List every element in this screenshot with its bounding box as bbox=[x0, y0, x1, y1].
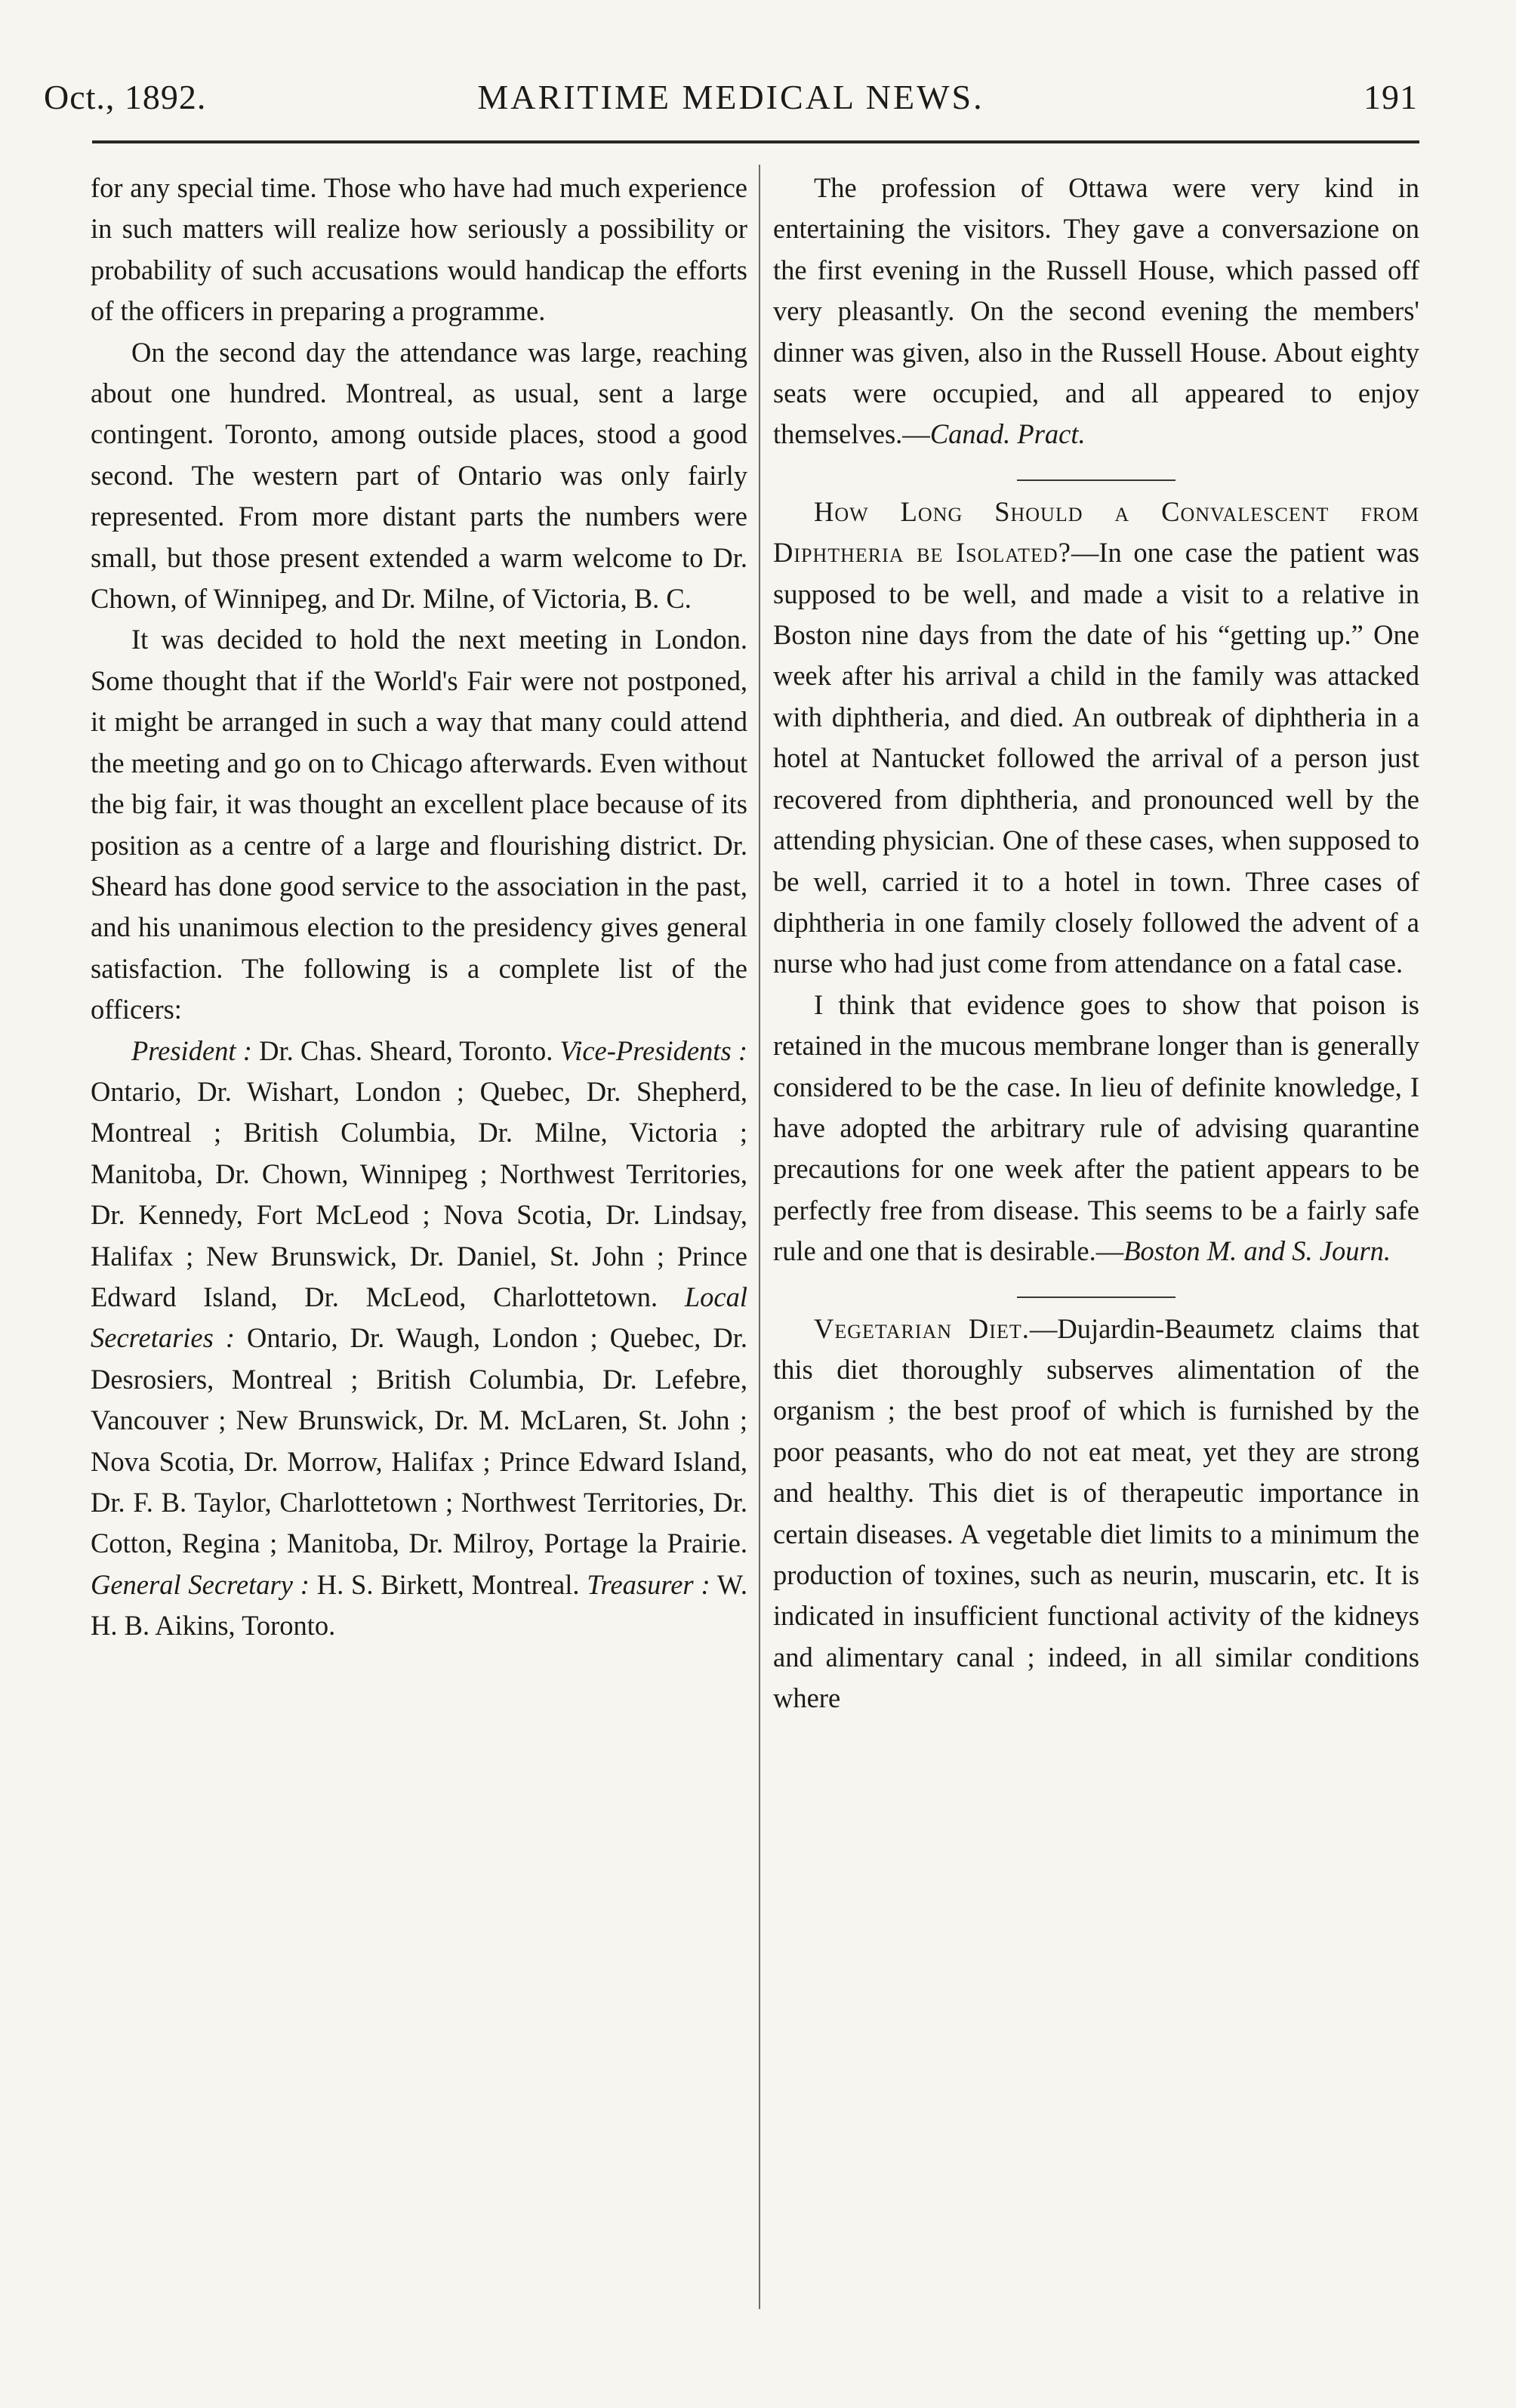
header-date: Oct., 1892. bbox=[44, 78, 207, 116]
running-header bbox=[44, 69, 1418, 130]
diphtheria-source: Boston M. and S. Journ. bbox=[1123, 1235, 1391, 1267]
right-column bbox=[773, 168, 1419, 1719]
header-rule bbox=[92, 140, 1419, 143]
local-secretaries-text: Ontario, Dr. Waugh, London ; Quebec, Dr. Desrosiers, Montreal ; British Columbia, Dr. Lefebre, Vancouver ; New Brunswick, Dr. M. McLaren, St. John ; Nova Scotia, Dr. Morrow, Halifax ; Prince Edward Island, Dr. F. B. Taylor, Charlottetown ; Northwest Territories, Dr. Cotton, Regina ; Manitoba, Dr. Milroy, Portage la Prairie. bbox=[91, 1322, 748, 1559]
vegetarian-text: —Dujardin-Beaumetz claims that this diet thoroughly subserves alimentation of the organism ; the best proof of which is furnished by the poor peasants, who do not eat meat, yet they are strong and healthy. This diet is of therapeutic importance in certain diseases. A vegetable diet limits to a minimum the production of toxines, such as neurin, muscarin, etc. It is indicated in insufficient functional activity of the kidneys and alimentary canal ; indeed, in all similar conditions where bbox=[773, 1312, 1419, 1714]
vice-presidents-label: Vice-Presidents : bbox=[559, 1034, 747, 1066]
president-label: President : bbox=[131, 1034, 252, 1066]
page-number: 191 bbox=[1363, 78, 1418, 116]
left-column bbox=[91, 168, 747, 1647]
diphtheria-text-2: I think that evidence goes to show that poison is retained in the mucous membrane longer than is generally considered to be the case. In lieu of definite knowledge, I have adopted the arbitrary rule of advising quarantine precautions for one week after the patient appears to be perfectly free from disease. This seems to be a fairly safe rule and one that is desirable.— bbox=[773, 988, 1419, 1267]
section-rule bbox=[1017, 479, 1176, 481]
general-secretary-label: General Secretary : bbox=[91, 1568, 310, 1600]
column-divider bbox=[759, 165, 760, 2309]
paragraph-next-meeting: It was decided to hold the next meeting in London. Some thought that if the World's Fair were not postponed, it might be arranged in such a way that many could attend the meeting and go on to Chicago afterwards. Even without the big fair, it was thought an excellent place because of its position as a centre of a large and flourishing district. Dr. Sheard has done good service to the association in the past, and his unanimous election to the presidency gives general satisfaction. The following is a complete list of the officers: bbox=[91, 624, 747, 1025]
vice-presidents-text: Ontario, Dr. Wishart, London ; Quebec, Dr. Shepherd, Montreal ; British Columbia, Dr. Milne, Victoria ; Manitoba, Dr. Chown, Winnipeg ; Northwest Territories, Dr. Kennedy, Fort McLeod ; Nova Scotia, Dr. Lindsay, Halifax ; New Brunswick, Dr. Daniel, St. John ; Prince Edward Island, Dr. McLeod, Charlottetown. bbox=[91, 1075, 747, 1312]
treasurer-label: Treasurer : bbox=[587, 1568, 710, 1600]
ottawa-source: Canad. Pract. bbox=[929, 418, 1086, 450]
president-text: Dr. Chas. Sheard, Toronto. bbox=[251, 1034, 560, 1066]
officers-list bbox=[91, 1031, 747, 1647]
paragraph-ottawa bbox=[773, 168, 1419, 455]
paragraph-vegetarian bbox=[773, 1309, 1419, 1719]
paragraph-diphtheria-2 bbox=[773, 985, 1419, 1272]
general-secretary-text: H. S. Birkett, Montreal. bbox=[309, 1568, 587, 1600]
vegetarian-heading: Vegetarian Diet. bbox=[814, 1312, 1030, 1344]
section-rule bbox=[1017, 1296, 1176, 1298]
ottawa-text: The profession of Ottawa were very kind in entertaining the visitors. They gave a conversazione on the first evening in the Russell House, which passed off very pleasantly. On the second evening the members' dinner was given, also in the Russell House. About eighty seats were occupied, and all appeared to enjoy themselves.— bbox=[773, 172, 1419, 450]
paragraph-attendance: On the second day the attendance was large, reaching about one hundred. Montreal, as usual, sent a large contingent. Toronto, among outside places, stood a good second. The western part of Ontario was only fairly represented. From more distant parts the numbers were small, but those present extended a warm welcome to Dr. Chown, of Winnipeg, and Dr. Milne, of Victoria, B. C. bbox=[91, 336, 747, 615]
diphtheria-heading: How Long Should a Convalescent from Diphtheria be Isolated? bbox=[773, 495, 1419, 569]
paragraph-continuation: for any special time. Those who have had much experience in such matters will realize how seriously a possibility or probability of such accusations would handicap the efforts of the officers in preparing a programme. bbox=[91, 172, 747, 327]
diphtheria-text-1: —In one case the patient was supposed to be well, and made a visit to a relative in Boston nine days from the date of his “getting up.” One week after his arrival a child in the family was attacked with diphtheria, and died. An outbreak of diphtheria in a hotel at Nantucket followed the arrival of a person just recovered from diphtheria, and pronounced well by the attending physician. One of these cases, when supposed to be well, carried it to a hotel in town. Three cases of diphtheria in one family closely followed the advent of a nurse who had just come from attendance on a fatal case. bbox=[773, 537, 1419, 979]
treasurer-text: W. H. B. Aikins, Toronto. bbox=[91, 1568, 747, 1642]
paragraph-diphtheria-1 bbox=[773, 492, 1419, 985]
local-secretaries-label: Local Secretaries : bbox=[91, 1281, 747, 1354]
journal-title: MARITIME MEDICAL NEWS. bbox=[477, 78, 984, 116]
